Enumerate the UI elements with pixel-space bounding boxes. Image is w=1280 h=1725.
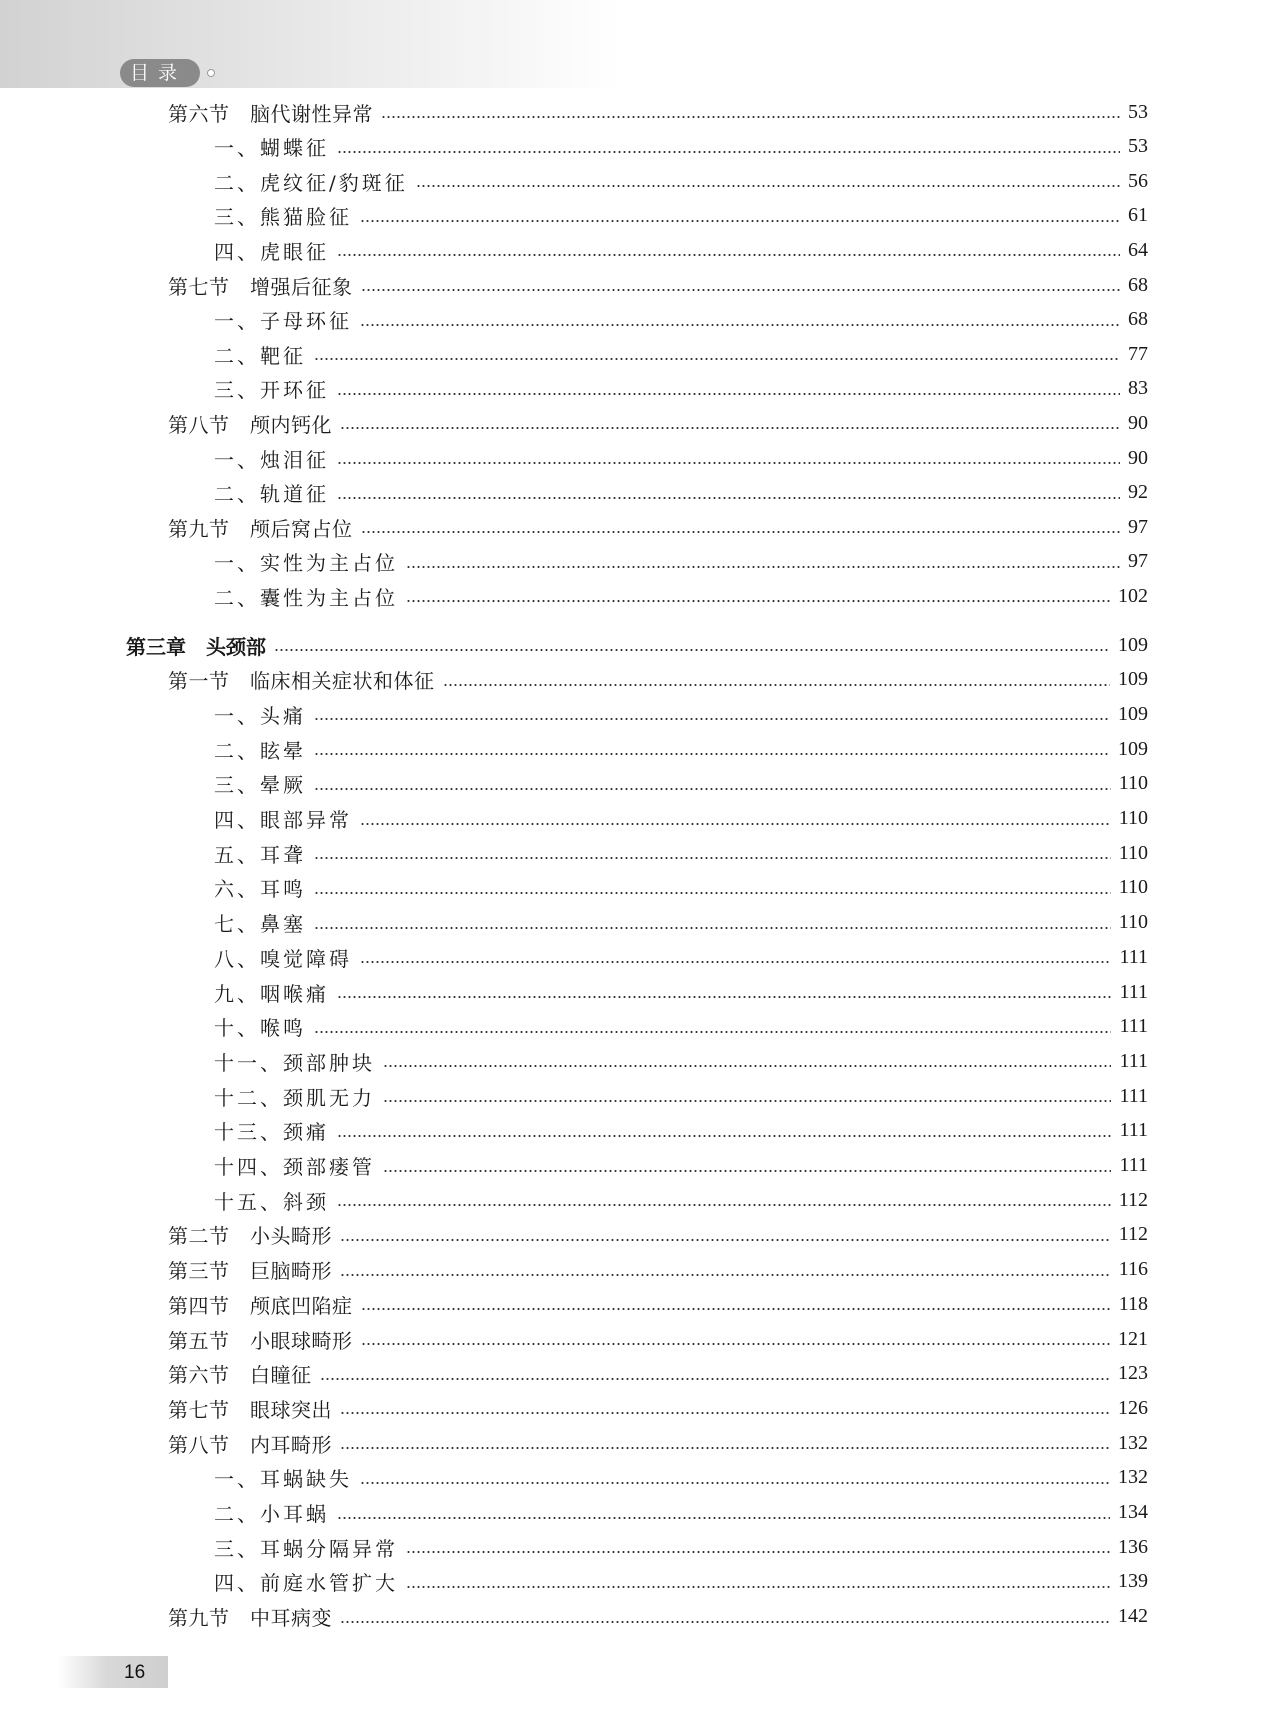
toc-entry-title: 五、耳聋 — [214, 842, 306, 867]
toc-entry-item[interactable] — [214, 1012, 1148, 1042]
toc-entry-item[interactable] — [214, 478, 1148, 508]
toc-entry-section[interactable] — [168, 1602, 1148, 1632]
dot-leader — [337, 1517, 1110, 1519]
toc-entry-item[interactable] — [214, 699, 1148, 729]
toc-entry-title: 第七节 增强后征象 — [168, 274, 353, 299]
toc-entry-title: 十五、斜颈 — [214, 1189, 329, 1214]
toc-entry-item[interactable] — [214, 1532, 1148, 1562]
dot-leader — [383, 1065, 1111, 1067]
toc-entry-item[interactable] — [214, 942, 1148, 972]
toc-entry-title: 三、耳蜗分隔异常 — [214, 1536, 398, 1561]
dot-leader — [340, 1274, 1111, 1276]
toc-entry-page: 68 — [1128, 273, 1148, 296]
toc-entry-title: 一、蝴蝶征 — [214, 136, 329, 161]
dot-leader — [337, 497, 1120, 499]
toc-entry-item[interactable] — [214, 132, 1148, 162]
toc-entry-title: 二、靶征 — [214, 343, 306, 368]
toc-entry-item[interactable] — [214, 769, 1148, 799]
toc-entry-item[interactable] — [214, 1463, 1148, 1493]
toc-entry-section[interactable] — [168, 1255, 1148, 1285]
toc-entry-page: 111 — [1119, 945, 1148, 968]
toc-entry-title: 四、虎眼征 — [214, 239, 329, 264]
toc-entry-page: 111 — [1119, 1015, 1148, 1038]
header-title: 目录 — [120, 59, 200, 87]
toc-entry-page: 110 — [1118, 807, 1148, 829]
dot-leader — [406, 600, 1110, 602]
toc-entry-title: 十二、颈肌无力 — [214, 1085, 375, 1110]
toc-entry-title: 一、头痛 — [214, 703, 306, 728]
toc-entry-title: 一、耳蜗缺失 — [214, 1467, 352, 1492]
dot-leader — [360, 823, 1111, 825]
toc-entry-title: 三、熊猫脸征 — [214, 205, 352, 230]
toc-entry-section[interactable] — [168, 270, 1148, 300]
toc-entry-title: 八、嗅觉障碍 — [214, 946, 352, 971]
toc-entry-title: 四、眼部异常 — [214, 808, 352, 832]
toc-entry-title: 第三节 巨脑畸形 — [168, 1259, 332, 1284]
toc-entry-title: 九、咽喉痛 — [214, 981, 329, 1006]
toc-entry-title: 十一、颈部肿块 — [214, 1050, 375, 1075]
toc-entry-page: 61 — [1128, 204, 1148, 227]
toc-entry-section[interactable] — [168, 1393, 1148, 1423]
dot-leader — [340, 1239, 1111, 1241]
toc-entry-page: 111 — [1119, 1154, 1148, 1176]
toc-entry-item[interactable] — [214, 1185, 1148, 1215]
toc-entry-page: 90 — [1128, 446, 1148, 469]
toc-entry-section[interactable] — [168, 1324, 1148, 1354]
toc-entry-page: 123 — [1118, 1362, 1148, 1385]
toc-entry-title: 第九节 颅后窝占位 — [168, 516, 353, 541]
dot-leader — [337, 996, 1111, 998]
toc-entry-item[interactable] — [214, 547, 1148, 577]
dot-leader — [337, 462, 1120, 464]
toc-entry-title: 三、开环征 — [214, 378, 329, 403]
toc-entry-page: 118 — [1118, 1292, 1148, 1315]
toc-entry-title: 第六节 脑代谢性异常 — [168, 101, 373, 126]
dot-leader — [314, 788, 1111, 790]
toc-entry-title: 四、前庭水管扩大 — [214, 1571, 398, 1596]
dot-leader — [360, 961, 1111, 963]
toc-entry-title: 一、烛泪征 — [214, 447, 329, 472]
toc-entry-page: 136 — [1118, 1535, 1148, 1558]
dot-leader — [361, 1308, 1111, 1310]
toc-entry-item[interactable] — [214, 908, 1148, 938]
toc-entry-item[interactable] — [214, 734, 1148, 764]
toc-entry-title: 第七节 眼球突出 — [168, 1397, 332, 1422]
toc-entry-title: 第八节 内耳畸形 — [168, 1432, 332, 1457]
toc-entry-title: 二、眩晕 — [214, 738, 306, 763]
toc-entry-title: 二、小耳蜗 — [214, 1502, 329, 1526]
dot-leader — [381, 116, 1120, 118]
dot-leader — [361, 1343, 1111, 1345]
dot-leader — [314, 753, 1110, 755]
dot-leader — [416, 185, 1120, 187]
toc-entry-section[interactable] — [168, 512, 1148, 542]
footer-band — [58, 1656, 168, 1688]
bullet-dot-icon — [208, 70, 214, 76]
dot-leader — [314, 718, 1110, 720]
toc-entry-item[interactable] — [214, 166, 1148, 196]
toc-entry-item[interactable] — [214, 581, 1148, 611]
dot-leader — [340, 1447, 1110, 1449]
toc-entry-item[interactable] — [214, 305, 1148, 335]
dot-leader — [337, 393, 1120, 395]
toc-entry-page: 110 — [1118, 911, 1148, 934]
dot-leader — [360, 324, 1120, 326]
toc-entry-page: 77 — [1128, 342, 1148, 365]
toc-entry-page: 109 — [1118, 702, 1148, 725]
dot-leader — [406, 1551, 1110, 1553]
toc-entry-section[interactable] — [168, 97, 1148, 127]
toc-entry-section[interactable] — [168, 1359, 1148, 1389]
toc-entry-title: 二、虎纹征/豹斑征 — [214, 170, 408, 195]
toc-entry-item[interactable] — [214, 1498, 1148, 1528]
toc-entry-chapter[interactable] — [126, 630, 1148, 660]
dot-leader — [314, 927, 1111, 929]
toc-entry-title: 六、耳鸣 — [214, 877, 306, 902]
dot-leader — [340, 1412, 1110, 1414]
toc-entry-item[interactable] — [214, 1116, 1148, 1146]
dot-leader — [337, 151, 1120, 153]
toc-entry-section[interactable] — [168, 1428, 1148, 1458]
toc-entry-page: 111 — [1119, 1119, 1148, 1142]
dot-leader — [383, 1170, 1111, 1172]
dot-leader — [360, 220, 1120, 222]
toc-entry-page: 53 — [1128, 100, 1148, 123]
toc-entry-item[interactable] — [214, 339, 1148, 369]
dot-leader — [383, 1100, 1111, 1102]
toc-entry-page: 109 — [1118, 633, 1148, 656]
toc-entry-item[interactable] — [214, 1046, 1148, 1076]
dot-leader — [337, 254, 1120, 256]
toc-entry-page: 110 — [1118, 772, 1148, 795]
toc-entry-page: 64 — [1128, 238, 1148, 261]
toc-entry-page: 121 — [1118, 1327, 1148, 1350]
toc-entry-page: 92 — [1128, 481, 1148, 504]
toc-entry-item[interactable] — [214, 1081, 1148, 1111]
toc-entry-page: 109 — [1118, 737, 1148, 760]
toc-entry-page: 112 — [1118, 1223, 1148, 1246]
toc-entry-item[interactable] — [214, 1567, 1148, 1597]
toc-entry-section[interactable] — [168, 665, 1148, 695]
toc-entry-title: 一、子母环征 — [214, 309, 352, 334]
dot-leader — [361, 289, 1121, 291]
toc-entry-item[interactable] — [214, 1151, 1148, 1181]
toc-entry-page: 68 — [1128, 308, 1148, 331]
dot-leader — [314, 358, 1120, 360]
toc-entry-page: 111 — [1119, 980, 1148, 1003]
toc-entry-page: 110 — [1118, 876, 1148, 899]
toc-entry-section[interactable] — [168, 408, 1148, 438]
toc-entry-title: 十、喉鸣 — [214, 1016, 306, 1041]
toc-entry-page: 109 — [1118, 668, 1148, 691]
dot-leader — [361, 531, 1121, 533]
toc-entry-page: 116 — [1118, 1258, 1148, 1281]
toc-entry-page: 111 — [1119, 1049, 1148, 1072]
toc-entry-page: 134 — [1118, 1501, 1148, 1523]
toc-entry-page: 110 — [1118, 841, 1148, 864]
toc-entry-item[interactable] — [214, 443, 1148, 473]
page-number: 16 — [124, 1662, 146, 1683]
toc-entry-title: 第一节 临床相关症状和体征 — [168, 669, 435, 694]
dot-leader — [443, 684, 1111, 686]
dot-leader — [314, 892, 1111, 894]
toc-entry-title: 一、实性为主占位 — [214, 551, 398, 576]
toc-entry-title: 十三、颈痛 — [214, 1120, 329, 1145]
header-band — [0, 0, 620, 88]
toc-entry-title: 十四、颈部瘘管 — [214, 1155, 375, 1179]
dot-leader — [340, 1621, 1110, 1623]
dot-leader — [320, 1378, 1111, 1380]
toc-entry-page: 53 — [1128, 135, 1148, 158]
toc-entry-page: 111 — [1119, 1084, 1148, 1107]
toc-entry-title: 三、晕厥 — [214, 773, 306, 798]
toc-entry-section[interactable] — [168, 1220, 1148, 1250]
toc-entry-page: 56 — [1128, 169, 1148, 192]
dot-leader — [406, 566, 1120, 568]
toc-entry-page: 102 — [1118, 584, 1148, 607]
dot-leader — [314, 1031, 1111, 1033]
dot-leader — [337, 1204, 1111, 1206]
toc-entry-title: 七、鼻塞 — [214, 912, 306, 937]
header-label — [120, 58, 232, 88]
toc-entry-item[interactable] — [214, 873, 1148, 903]
dot-leader — [406, 1586, 1110, 1588]
dot-leader — [314, 857, 1111, 859]
toc-entry-page: 83 — [1128, 377, 1148, 400]
dot-leader — [274, 649, 1110, 651]
toc-entry-title: 二、轨道征 — [214, 482, 329, 507]
toc-entry-title: 第四节 颅底凹陷症 — [168, 1293, 353, 1318]
toc-entry-page: 132 — [1118, 1466, 1148, 1489]
toc-entry-page: 142 — [1118, 1605, 1148, 1628]
toc-entry-page: 90 — [1128, 411, 1148, 434]
dot-leader — [340, 427, 1120, 429]
toc-entry-title: 第五节 小眼球畸形 — [168, 1328, 353, 1353]
toc-entry-title: 第三章 头颈部 — [126, 634, 266, 659]
toc-entry-page: 97 — [1128, 550, 1148, 573]
toc-entry-title: 第二节 小头畸形 — [168, 1224, 332, 1249]
toc-entry-page: 139 — [1118, 1570, 1148, 1593]
dot-leader — [360, 1482, 1110, 1484]
toc-entry-title: 第八节 颅内钙化 — [168, 412, 332, 437]
toc-entry-page: 97 — [1128, 515, 1148, 538]
toc-entry-item[interactable] — [214, 374, 1148, 404]
toc-entry-title: 第九节 中耳病变 — [168, 1606, 332, 1631]
toc-entry-page: 112 — [1118, 1188, 1148, 1211]
toc-entry-item[interactable] — [214, 235, 1148, 265]
toc-entry-item[interactable] — [214, 201, 1148, 231]
toc-entry-title: 二、囊性为主占位 — [214, 585, 398, 610]
toc-entry-page: 126 — [1118, 1396, 1148, 1419]
dot-leader — [337, 1135, 1111, 1137]
toc-entry-item[interactable] — [214, 838, 1148, 868]
toc-entry-section[interactable] — [168, 1289, 1148, 1319]
toc-entry-item[interactable] — [214, 804, 1148, 834]
toc-entry-item[interactable] — [214, 977, 1148, 1007]
toc-entry-title: 第六节 白瞳征 — [168, 1363, 312, 1388]
toc-entry-page: 132 — [1118, 1431, 1148, 1454]
